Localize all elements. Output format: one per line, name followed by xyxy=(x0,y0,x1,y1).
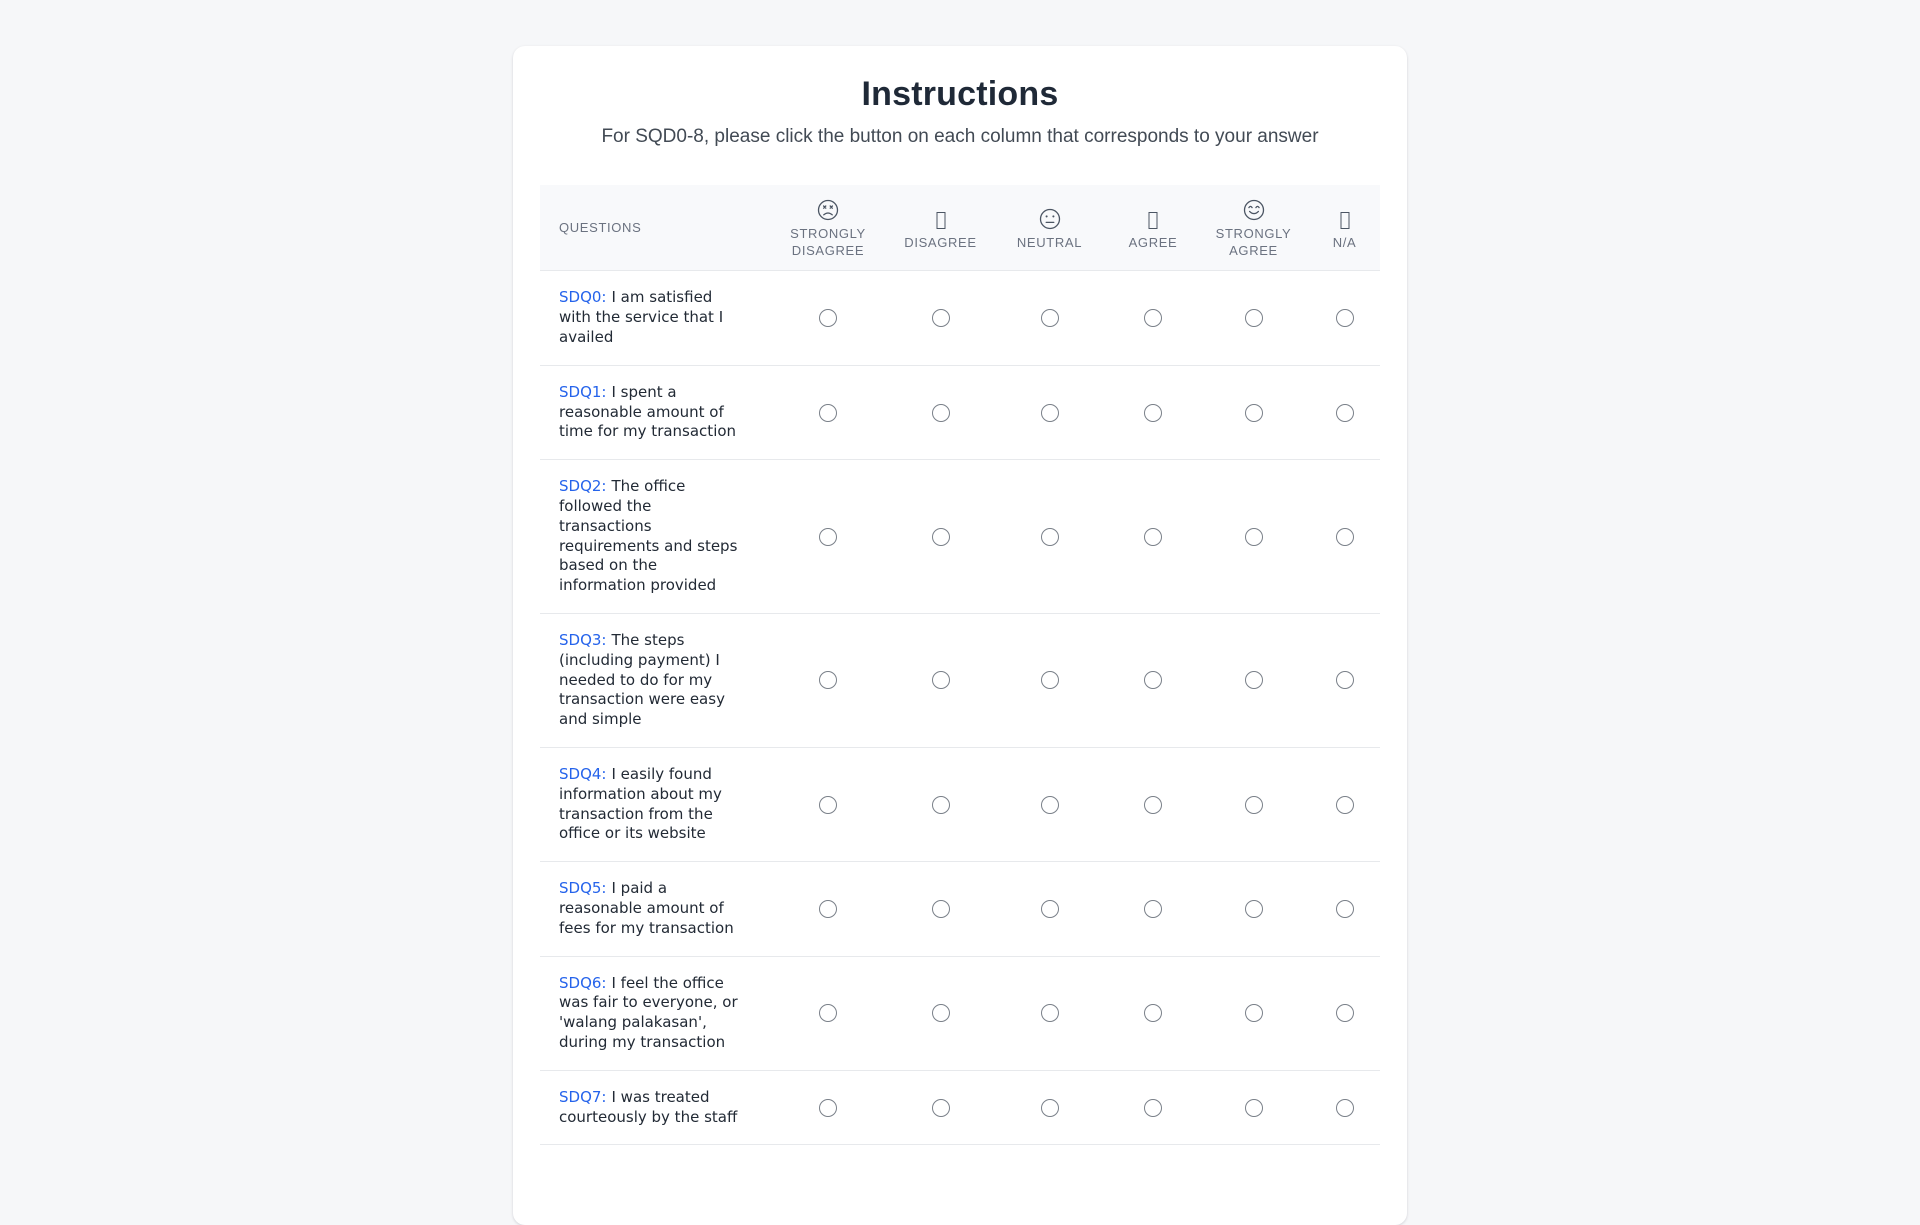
question-text: The steps (including payment) I needed to do for my transaction were easy and simple xyxy=(559,631,725,729)
radio-sdq2-na[interactable] xyxy=(1336,528,1354,546)
radio-cell xyxy=(884,900,997,918)
radio-sdq2-agree[interactable] xyxy=(1144,528,1162,546)
question-row-sdq3 xyxy=(540,614,1380,748)
radio-cell xyxy=(1102,1099,1204,1117)
question-row-sdq4 xyxy=(540,748,1380,862)
survey-table xyxy=(540,185,1380,1145)
missing-glyph-box-icon xyxy=(1333,205,1357,231)
radio-sdq6-neutral[interactable] xyxy=(1041,1004,1059,1022)
radio-cell xyxy=(772,404,884,422)
radio-sdq7-neutral[interactable] xyxy=(1041,1099,1059,1117)
column-header-neutral xyxy=(997,205,1102,252)
radio-sdq3-na[interactable] xyxy=(1336,671,1354,689)
radio-cell xyxy=(1102,796,1204,814)
radio-cell xyxy=(997,900,1102,918)
radio-sdq1-disagree[interactable] xyxy=(932,404,950,422)
radio-cell xyxy=(884,309,997,327)
radio-cell xyxy=(997,404,1102,422)
radio-sdq4-agree[interactable] xyxy=(1144,796,1162,814)
question-text: I paid a reasonable amount of fees for my transaction xyxy=(559,879,734,937)
radio-sdq5-disagree[interactable] xyxy=(932,900,950,918)
radio-cell xyxy=(772,309,884,327)
question-row-sdq5 xyxy=(540,862,1380,956)
radio-cell xyxy=(997,671,1102,689)
radio-cell xyxy=(884,1099,997,1117)
question-code: SDQ6: xyxy=(559,973,607,992)
column-header-na xyxy=(1303,205,1386,252)
radio-sdq1-neutral[interactable] xyxy=(1041,404,1059,422)
radio-sdq3-strongly-agree[interactable] xyxy=(1245,671,1263,689)
radio-sdq5-na[interactable] xyxy=(1336,900,1354,918)
question-row-sdq2 xyxy=(540,460,1380,614)
missing-glyph-box-icon xyxy=(929,205,953,231)
radio-sdq3-disagree[interactable] xyxy=(932,671,950,689)
radio-cell xyxy=(1204,1099,1303,1117)
radio-sdq7-na[interactable] xyxy=(1336,1099,1354,1117)
column-header-label: STRONGLY AGREE xyxy=(1215,225,1292,259)
question-code: SDQ5: xyxy=(559,879,607,898)
radio-cell xyxy=(1303,796,1386,814)
radio-sdq6-disagree[interactable] xyxy=(932,1004,950,1022)
question-cell xyxy=(540,862,772,955)
radio-cell xyxy=(1303,309,1386,327)
question-code: SDQ0: xyxy=(559,288,607,307)
radio-sdq3-neutral[interactable] xyxy=(1041,671,1059,689)
radio-sdq7-strongly-disagree[interactable] xyxy=(819,1099,837,1117)
column-header-disagree xyxy=(884,205,997,252)
radio-sdq1-strongly-disagree[interactable] xyxy=(819,404,837,422)
radio-sdq4-na[interactable] xyxy=(1336,796,1354,814)
radio-cell xyxy=(1102,900,1204,918)
radio-sdq4-neutral[interactable] xyxy=(1041,796,1059,814)
radio-sdq6-strongly-disagree[interactable] xyxy=(819,1004,837,1022)
radio-cell xyxy=(772,1099,884,1117)
question-code: SDQ1: xyxy=(559,382,607,401)
radio-sdq7-agree[interactable] xyxy=(1144,1099,1162,1117)
radio-cell xyxy=(1102,671,1204,689)
column-header-label: NEUTRAL xyxy=(1016,234,1083,250)
radio-cell xyxy=(1102,528,1204,546)
question-row-sdq0 xyxy=(540,271,1380,365)
radio-sdq4-strongly-agree[interactable] xyxy=(1245,796,1263,814)
radio-cell xyxy=(884,404,997,422)
radio-sdq6-na[interactable] xyxy=(1336,1004,1354,1022)
radio-cell xyxy=(884,528,997,546)
radio-cell xyxy=(1102,404,1204,422)
question-cell xyxy=(540,460,772,613)
radio-sdq2-strongly-agree[interactable] xyxy=(1245,528,1263,546)
radio-sdq3-agree[interactable] xyxy=(1144,671,1162,689)
radio-sdq1-strongly-agree[interactable] xyxy=(1245,404,1263,422)
instructions-card xyxy=(513,46,1407,1225)
column-header-strongly-agree xyxy=(1204,196,1303,260)
radio-cell xyxy=(772,1004,884,1022)
question-row-sdq6 xyxy=(540,957,1380,1071)
radio-sdq0-strongly-agree[interactable] xyxy=(1245,309,1263,327)
question-cell xyxy=(540,366,772,459)
question-cell xyxy=(540,614,772,747)
radio-sdq1-agree[interactable] xyxy=(1144,404,1162,422)
radio-cell xyxy=(1303,1099,1386,1117)
missing-glyph-box-icon xyxy=(1141,205,1165,231)
column-header-label: DISAGREE xyxy=(904,234,977,250)
radio-sdq0-disagree[interactable] xyxy=(932,309,950,327)
radio-cell xyxy=(1102,1004,1204,1022)
radio-sdq0-strongly-disagree[interactable] xyxy=(819,309,837,327)
radio-cell xyxy=(772,528,884,546)
radio-sdq1-na[interactable] xyxy=(1336,404,1354,422)
radio-sdq5-neutral[interactable] xyxy=(1041,900,1059,918)
column-header-agree xyxy=(1102,205,1204,252)
radio-cell xyxy=(1204,796,1303,814)
radio-cell xyxy=(884,1004,997,1022)
question-row-sdq7 xyxy=(540,1071,1380,1146)
radio-cell xyxy=(1204,309,1303,327)
neutral-face-icon xyxy=(1038,205,1062,231)
page xyxy=(0,46,1920,1126)
question-text: I spent a reasonable amount of time for my transaction xyxy=(559,382,737,441)
table-header-row xyxy=(540,185,1380,271)
question-code: SDQ2: xyxy=(559,477,607,496)
column-header-strongly-disagree xyxy=(772,196,884,260)
radio-cell xyxy=(1204,528,1303,546)
question-text: I was treated courteously by the staff xyxy=(559,1087,738,1126)
radio-sdq6-agree[interactable] xyxy=(1144,1004,1162,1022)
question-text: I am satisfied with the service that I availed xyxy=(559,288,724,347)
radio-sdq2-strongly-disagree[interactable] xyxy=(819,528,837,546)
radio-sdq7-disagree[interactable] xyxy=(932,1099,950,1117)
question-code: SDQ4: xyxy=(559,764,607,783)
radio-cell xyxy=(772,796,884,814)
radio-cell xyxy=(884,671,997,689)
page-title: Instructions xyxy=(861,75,1059,113)
radio-sdq5-strongly-agree[interactable] xyxy=(1245,900,1263,918)
radio-cell xyxy=(1204,900,1303,918)
radio-cell xyxy=(1303,528,1386,546)
question-code: SDQ7: xyxy=(559,1087,607,1106)
radio-sdq7-strongly-agree[interactable] xyxy=(1245,1099,1263,1117)
radio-cell xyxy=(997,1099,1102,1117)
radio-cell xyxy=(884,796,997,814)
radio-cell xyxy=(1303,900,1386,918)
column-header-label: AGREE xyxy=(1128,234,1178,250)
radio-cell xyxy=(1303,404,1386,422)
questions-column-header: QUESTIONS xyxy=(559,220,642,236)
radio-sdq0-agree[interactable] xyxy=(1144,309,1162,327)
radio-cell xyxy=(997,1004,1102,1022)
question-cell xyxy=(540,271,772,364)
radio-cell xyxy=(1102,309,1204,327)
radio-cell xyxy=(997,309,1102,327)
question-code: SDQ3: xyxy=(559,631,607,649)
radio-sdq2-disagree[interactable] xyxy=(932,528,950,546)
radio-sdq2-neutral[interactable] xyxy=(1041,528,1059,546)
question-text: The office followed the transactions requirements and steps based on the information provided xyxy=(559,477,738,595)
column-header-label: N/A xyxy=(1332,234,1357,250)
radio-sdq4-strongly-disagree[interactable] xyxy=(819,796,837,814)
radio-cell xyxy=(772,900,884,918)
radio-cell xyxy=(997,528,1102,546)
question-text: I feel the office was fair to everyone, or 'walang palakasan', during my transaction xyxy=(559,973,738,1051)
column-header-label: STRONGLY DISAGREE xyxy=(790,225,866,259)
radio-cell xyxy=(1204,1004,1303,1022)
question-text: I easily found information about my transaction from the office or its website xyxy=(559,764,722,843)
question-cell xyxy=(540,748,772,861)
radio-sdq5-agree[interactable] xyxy=(1144,900,1162,918)
radio-cell xyxy=(772,671,884,689)
radio-cell xyxy=(1303,1004,1386,1022)
radio-cell xyxy=(1204,671,1303,689)
radio-sdq0-na[interactable] xyxy=(1336,309,1354,327)
smile-face-icon xyxy=(1242,196,1266,222)
radio-cell xyxy=(1303,671,1386,689)
question-cell xyxy=(540,957,772,1070)
radio-sdq5-strongly-disagree[interactable] xyxy=(819,900,837,918)
radio-sdq0-neutral[interactable] xyxy=(1041,309,1059,327)
question-row-sdq1 xyxy=(540,366,1380,460)
radio-sdq6-strongly-agree[interactable] xyxy=(1245,1004,1263,1022)
question-cell xyxy=(540,1071,772,1145)
radio-cell xyxy=(997,796,1102,814)
page-subtitle: For SQD0-8, please click the button on each column that corresponds to your answer xyxy=(601,125,1319,147)
radio-sdq3-strongly-disagree[interactable] xyxy=(819,671,837,689)
frown-face-icon xyxy=(816,196,840,222)
radio-cell xyxy=(1204,404,1303,422)
radio-sdq4-disagree[interactable] xyxy=(932,796,950,814)
